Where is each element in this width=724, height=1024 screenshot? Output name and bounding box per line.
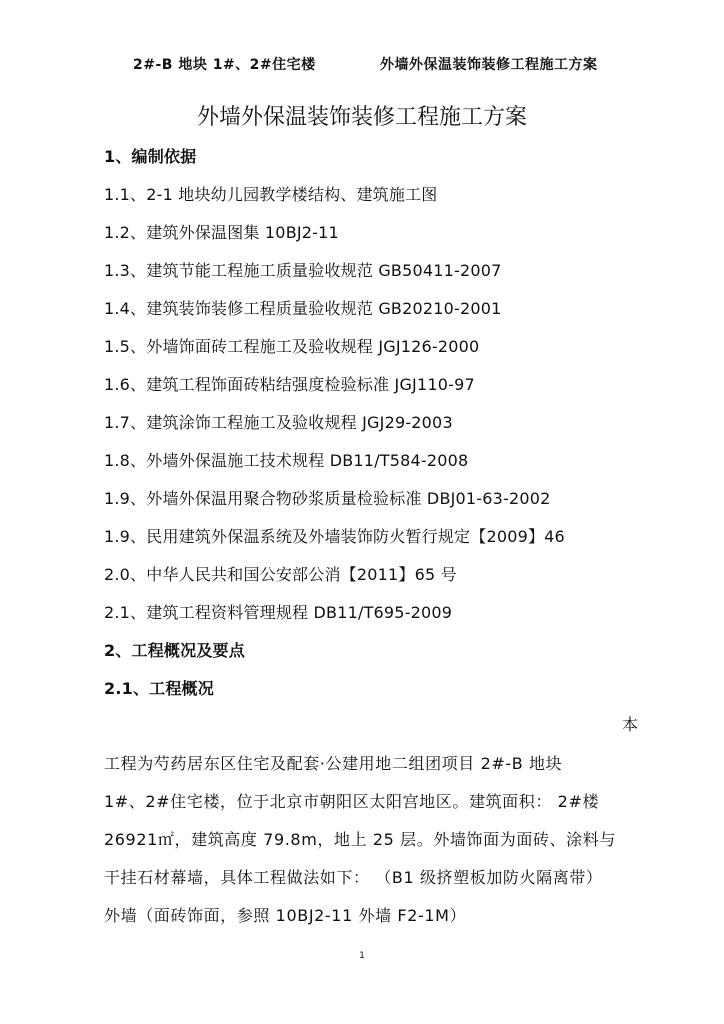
paragraph-line: 工程为芍药居东区住宅及配套·公建用地二组团项目 2#-B 地块	[104, 754, 563, 773]
reference-item: 2.1、建筑工程资料管理规程 DB11/T695-2009	[104, 603, 453, 622]
page-number: 1	[359, 951, 365, 961]
reference-item: 1.6、建筑工程饰面砖粘结强度检验标准 JGJ110-97	[104, 375, 475, 394]
paragraph-line: 1#、2#住宅楼，位于北京市朝阳区太阳宫地区。建筑面积： 2#楼	[104, 792, 600, 811]
paragraph-line: 26921㎡，建筑高度 79.8m，地上 25 层。外墙饰面为面砖、涂料与	[104, 830, 616, 849]
document-title: 外墙外保温装饰装修工程施工方案	[196, 105, 527, 130]
reference-item: 1.9、外墙外保温用聚合物砂浆质量检验标准 DBJ01-63-2002	[104, 489, 551, 508]
running-header-right: 外墙外保温装饰装修工程施工方案	[380, 57, 598, 73]
section-1-heading: 1、编制依据	[104, 147, 197, 166]
paragraph-line: 干挂石材幕墙，具体工程做法如下： （B1 级挤塑板加防火隔离带）	[104, 868, 603, 887]
reference-item: 1.8、外墙外保温施工技术规程 DB11/T584-2008	[104, 451, 469, 470]
paragraph-line: 本	[622, 715, 639, 734]
reference-item: 1.2、建筑外保温图集 10BJ2-11	[104, 223, 339, 242]
reference-item: 1.7、建筑涂饰工程施工及验收规程 JGJ29-2003	[104, 413, 453, 432]
reference-item: 2.0、中华人民共和国公安部公消【2011】65 号	[104, 565, 457, 584]
paragraph-line: 外墙（面砖饰面，参照 10BJ2-11 外墙 F2-1M）	[104, 906, 467, 925]
section-2-1-heading: 2.1、工程概况	[104, 679, 214, 698]
section-2-heading: 2、工程概况及要点	[104, 641, 245, 660]
reference-item: 1.5、外墙饰面砖工程施工及验收规程 JGJ126-2000	[104, 337, 480, 356]
reference-item: 1.3、建筑节能工程施工质量验收规范 GB50411-2007	[104, 261, 502, 280]
reference-item: 1.1、2-1 地块幼儿园教学楼结构、建筑施工图	[104, 185, 438, 204]
running-header-left: 2#-B 地块 1#、2#住宅楼	[133, 57, 316, 73]
reference-item: 1.9、民用建筑外保温系统及外墙装饰防火暂行规定【2009】46	[104, 527, 565, 546]
reference-item: 1.4、建筑装饰装修工程质量验收规范 GB20210-2001	[104, 299, 502, 318]
